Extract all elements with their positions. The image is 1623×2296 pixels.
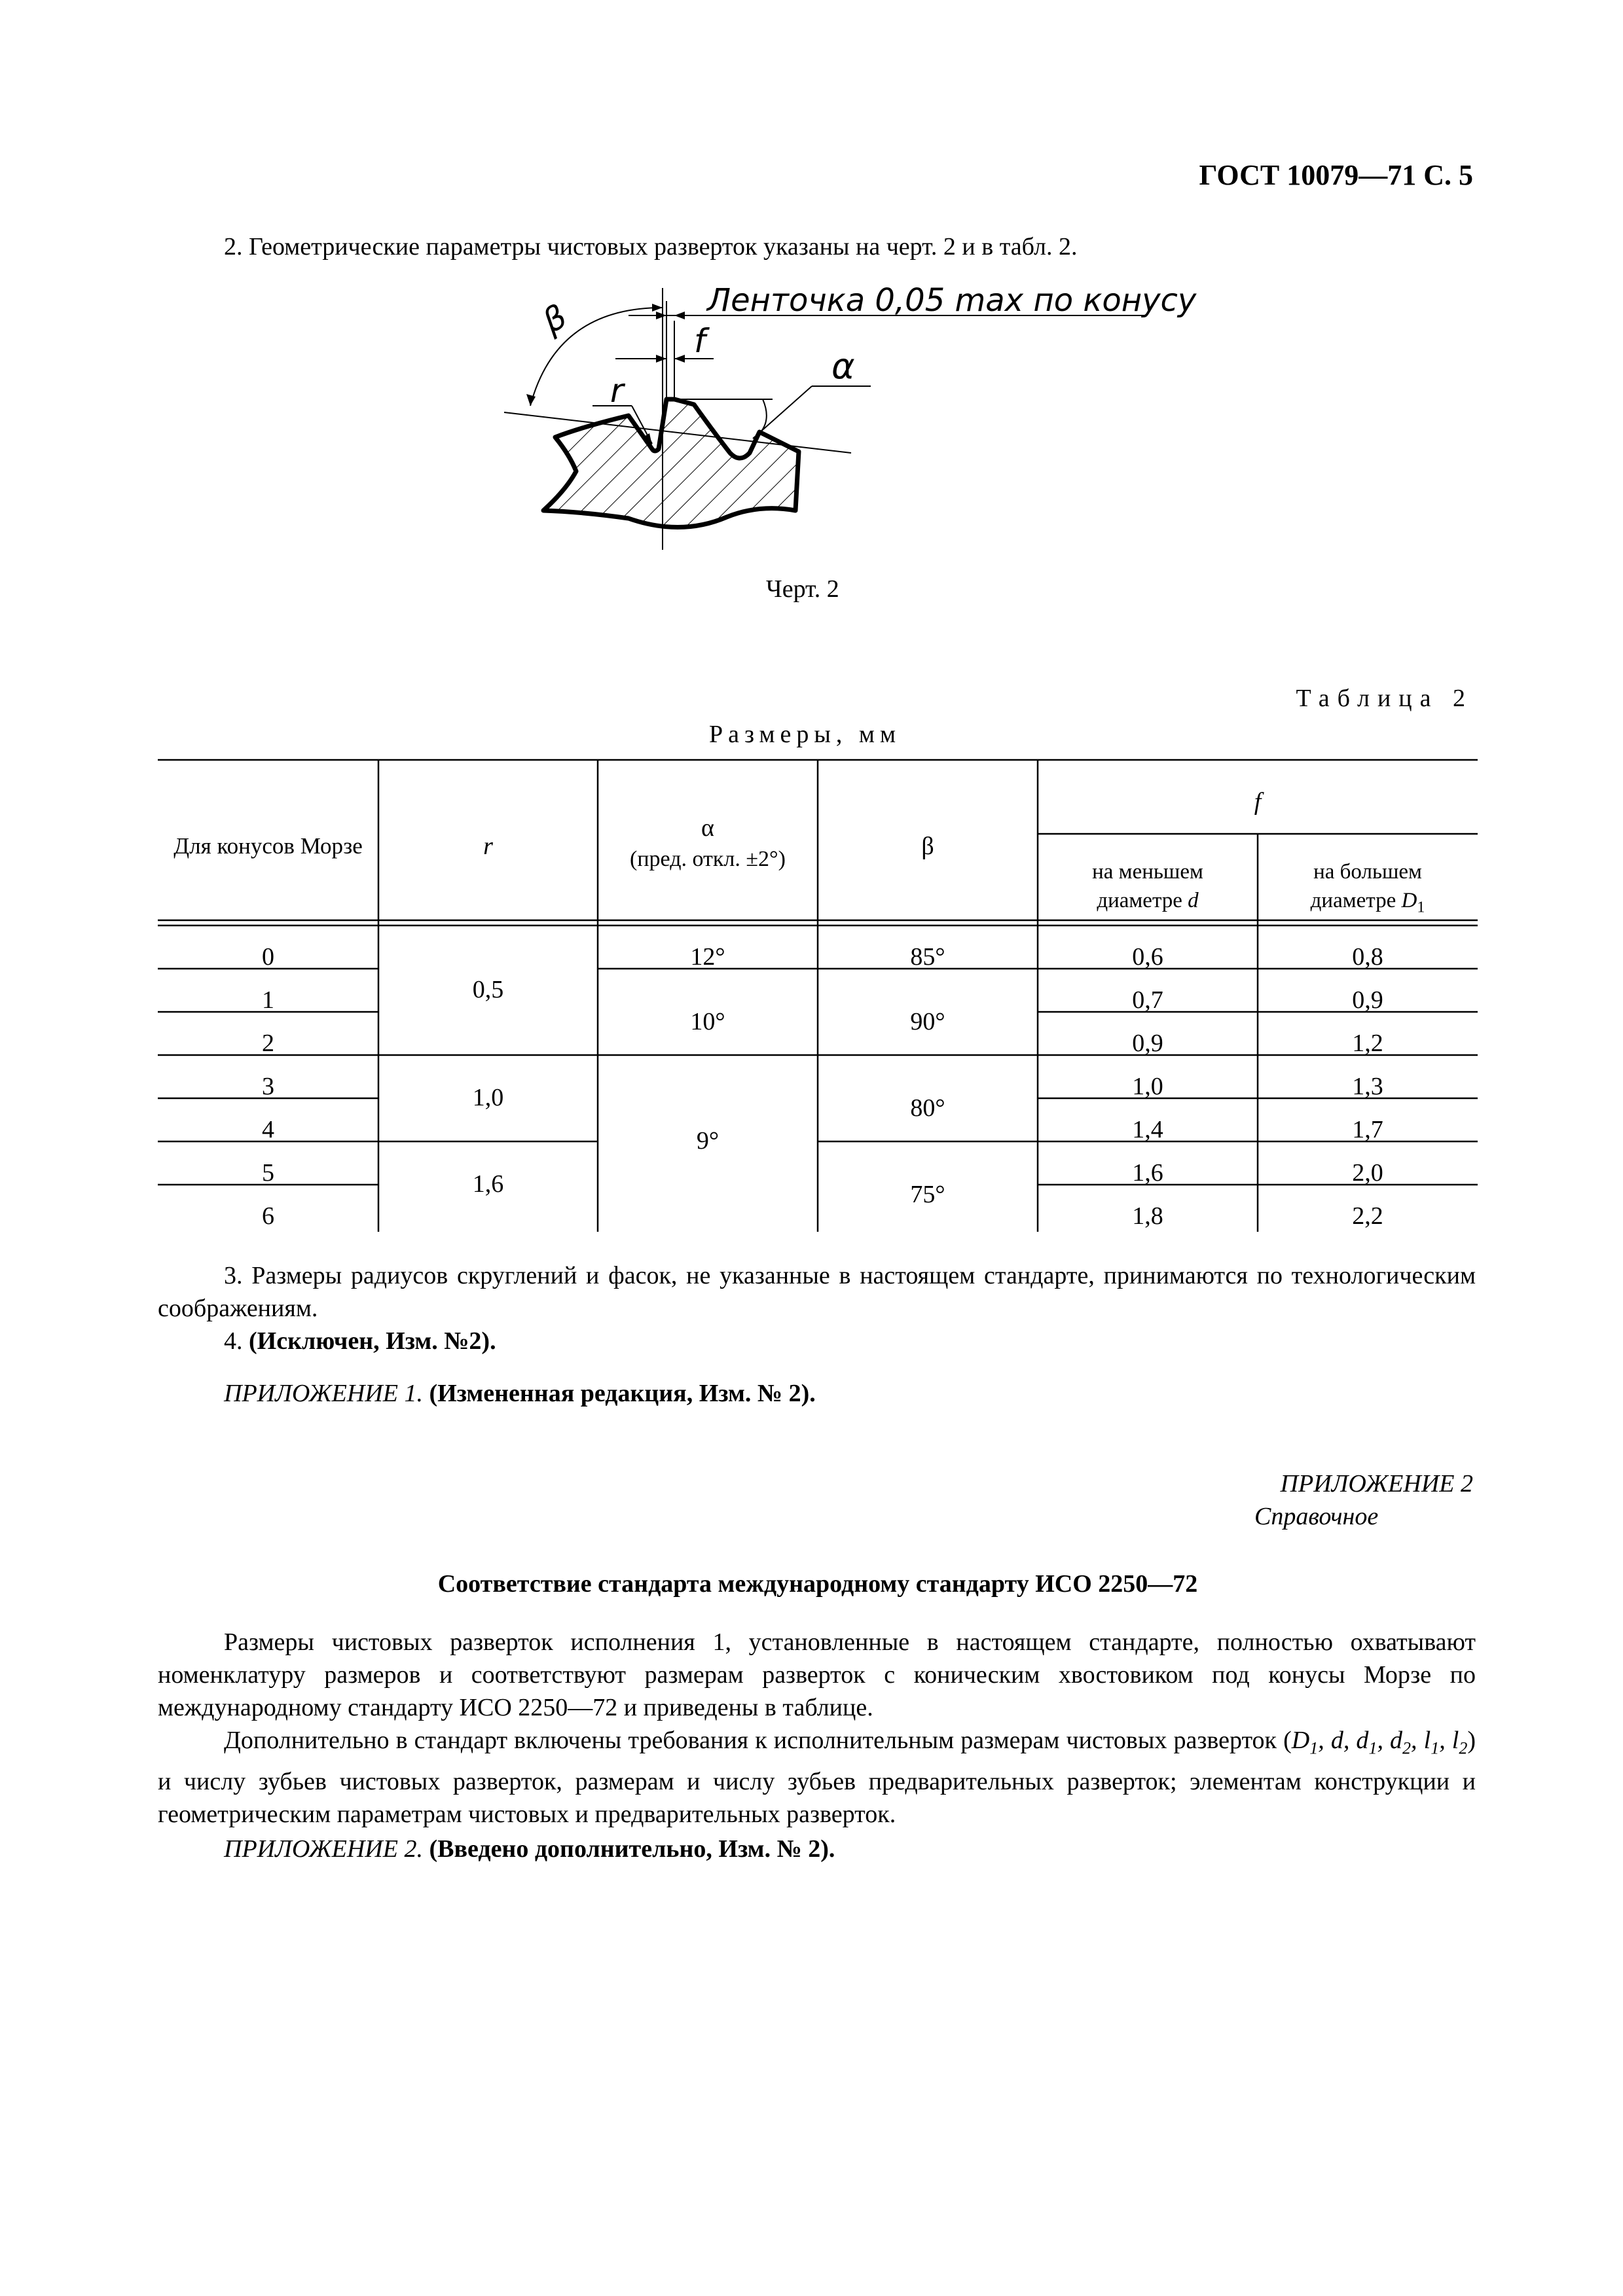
- r-group-3: 1,6: [472, 1170, 504, 1198]
- f-big-4: 1,7: [1352, 1116, 1383, 1143]
- header-f-big-line2: диаметре $D_1$: [1310, 889, 1425, 916]
- f-small-6: 1,8: [1132, 1202, 1163, 1230]
- f-big-2: 1,2: [1352, 1030, 1383, 1057]
- alpha-label: α: [831, 346, 855, 387]
- header-f: f: [1254, 788, 1262, 816]
- appendix-2-end-label: ПРИЛОЖЕНИЕ 2.: [224, 1835, 423, 1863]
- header-alpha-note: (пред. откл. ±2°): [630, 847, 786, 871]
- r-group-1: 0,5: [472, 976, 504, 1003]
- f-big-1: 0,9: [1352, 986, 1383, 1014]
- appendix-2-note: [224, 1833, 835, 1865]
- table-title: Таблица 2: [1296, 685, 1473, 712]
- beta-group-4: 75°: [910, 1181, 945, 1208]
- beta-group-2: 90°: [910, 1008, 945, 1035]
- paragraph-4: [224, 1325, 496, 1357]
- f-big-0: 0,8: [1352, 943, 1383, 971]
- tooth-profile: [543, 399, 799, 528]
- cone-2: 2: [262, 1030, 274, 1057]
- header-f-big: [1258, 857, 1478, 922]
- cone-5: 5: [262, 1159, 274, 1187]
- page-header: ГОСТ 10079—71 С. 5: [1199, 159, 1473, 191]
- table-subtitle: Размеры, мм: [709, 721, 902, 748]
- header-f-small: [1038, 857, 1258, 915]
- header-beta: β: [921, 833, 934, 860]
- beta-group-3: 80°: [910, 1094, 945, 1122]
- beta-group-1: 85°: [910, 943, 945, 971]
- f-big-3: 1,3: [1352, 1073, 1383, 1100]
- alpha-group-1: 12°: [690, 943, 725, 971]
- beta-label: β: [536, 297, 574, 341]
- reamer-tooth-drawing: [498, 281, 1197, 556]
- appendix-2-heading: Соответствие стандарта международному стандарту ИСО 2250—72: [437, 1570, 1198, 1598]
- f-label: f: [694, 322, 706, 360]
- appendix-2-p2-end: ) и числу зубьев чистовых разверток, размерам и числу зубьев предварительных разверток; элементам конструкции и геометрическим параметрам чистовых и предварительных разверток.: [158, 1727, 1476, 1828]
- f-small-1: 0,7: [1132, 986, 1163, 1014]
- appendix-2-p2-vars: $D_1$, d, $d_1$, $d_2$, $l_1$, $l_2$: [1291, 1727, 1468, 1758]
- f-big-5: 2,0: [1352, 1159, 1383, 1187]
- appendix-2-title: ПРИЛОЖЕНИЕ 2: [1280, 1470, 1473, 1498]
- f-small-0: 0,6: [1132, 943, 1163, 971]
- cone-1: 1: [262, 986, 274, 1014]
- figure-caption: Черт. 2: [766, 575, 839, 603]
- f-small-3: 1,0: [1132, 1073, 1163, 1100]
- appendix-2-end-change: (Введено дополнительно, Изм. № 2).: [429, 1835, 835, 1863]
- paragraph-4-note: (Исключен, Изм. №2).: [249, 1327, 496, 1355]
- header-r: r: [483, 833, 493, 860]
- cone-3: 3: [262, 1073, 274, 1100]
- strip-label: Ленточка 0,05 max по конусу: [707, 282, 1197, 319]
- appendix-2-subtitle: Справочное: [1254, 1503, 1379, 1530]
- f-small-5: 1,6: [1132, 1159, 1163, 1187]
- cone-0: 0: [262, 943, 274, 971]
- cone-4: 4: [262, 1116, 274, 1143]
- appendix-1-note: [224, 1377, 816, 1410]
- f-small-4: 1,4: [1132, 1116, 1163, 1143]
- appendix-2-paragraph-1: Размеры чистовых разверток исполнения 1, установленные в настоящем стандарте, полностью охватывают номенклатуру размеров и соответствуют размерам разверток с коническим хвостовиком под конусы Морзе по международному стандарту ИСО 2250—72 и приведены в таблице.: [158, 1628, 1476, 1721]
- header-f-big-line1: на большем: [1313, 860, 1422, 884]
- cone-6: 6: [262, 1202, 274, 1230]
- alpha-group-2: 10°: [690, 1008, 725, 1035]
- appendix-1-change: (Измененная редакция, Изм. № 2).: [429, 1380, 816, 1407]
- r-group-2: 1,0: [472, 1084, 504, 1111]
- header-alpha: α: [701, 814, 714, 842]
- header-cone: Для конусов Морзе: [173, 833, 363, 859]
- f-small-2: 0,9: [1132, 1030, 1163, 1057]
- r-label: r: [610, 372, 624, 410]
- header-f-small-line2: диаметре d: [1097, 889, 1199, 912]
- appendix-1-label: ПРИЛОЖЕНИЕ 1.: [224, 1380, 423, 1407]
- appendix-2-p2-start: Дополнительно в стандарт включены требования к исполнительным размерам чистовых разверток (: [224, 1727, 1292, 1754]
- paragraph-4-number: 4.: [224, 1327, 243, 1355]
- header-f-small-line1: на меньшем: [1092, 860, 1203, 884]
- paragraph-3: 3. Размеры радиусов скруглений и фасок, не указанные в настоящем стандарте, принимаются по технологическим соображениям.: [158, 1262, 1476, 1322]
- appendix-2-paragraph-2: [158, 1724, 1476, 1831]
- paragraph-2: 2. Геометрические параметры чистовых разверток указаны на черт. 2 и в табл. 2.: [224, 233, 1078, 260]
- f-big-6: 2,2: [1352, 1202, 1383, 1230]
- alpha-group-3: 9°: [696, 1127, 720, 1155]
